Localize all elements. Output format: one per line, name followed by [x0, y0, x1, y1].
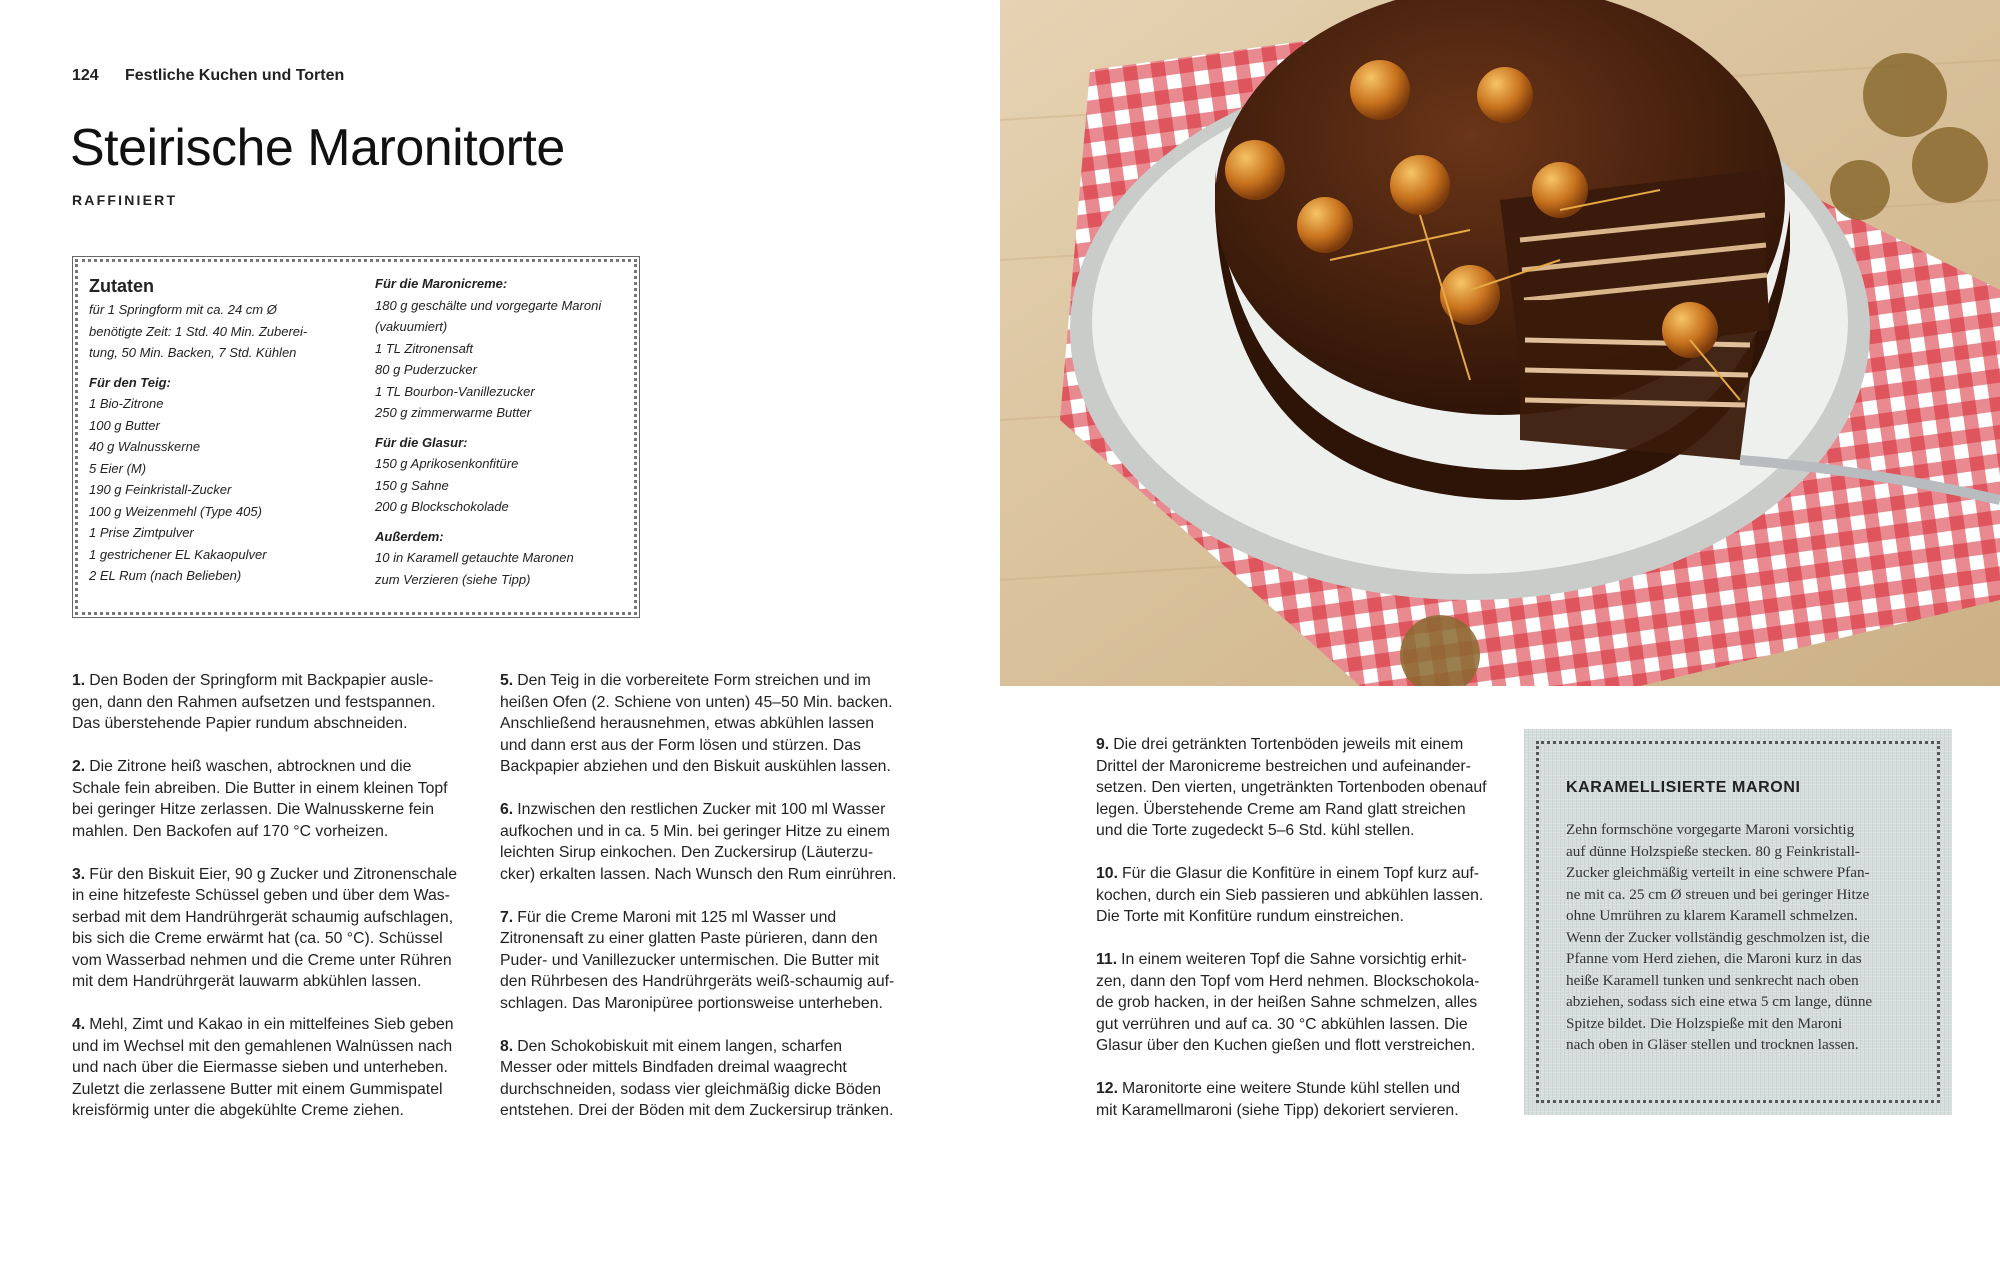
step-text: Den Teig in die vorbereitete Form streichen und im heißen Ofen (2. Schiene von unten) 45–50 Min. backen. Anschließend herausnehmen, etwas abkühlen lassen und dann erst aus der Form lösen und stürzen. Das Backpapier abziehen und den Biskuit auskühlen lassen. — [500, 672, 893, 775]
step-number: 4. — [72, 1016, 86, 1033]
ingredient-item: 1 Bio-Zitrone — [89, 396, 164, 411]
ingredient-item: 1 Prise Zimtpulver — [89, 525, 194, 540]
step-text: Maronitorte eine weitere Stunde kühl stellen und mit Karamellmaroni (siehe Tipp) dekoriert servieren. — [1096, 1080, 1461, 1119]
ingredient-group-heading: Außerdem: — [375, 528, 444, 544]
tip-box — [1524, 729, 1952, 1115]
ingredient-item: 150 g Aprikosenkonfitüre — [375, 456, 519, 471]
step-number: 1. — [72, 672, 86, 689]
ingredient-item: 190 g Feinkristall-Zucker — [89, 482, 232, 497]
recipe-step — [1096, 863, 1506, 928]
recipe-step — [1096, 949, 1506, 1057]
step-text: Für den Biskuit Eier, 90 g Zucker und Zitronenschale in eine hitzefeste Schüssel geben und über dem Was- serbad mit dem Handrührgerät schaumig aufschlagen, bis sich die Creme erwärmt hat (ca. 50 °C). Schüssel vom Wasserbad nehmen und die Creme unter Rühren mit dem Handrührgerät lauwarm abkühlen lassen. — [72, 865, 458, 990]
ingredient-item: 5 Eier (M) — [89, 460, 147, 476]
recipe-step — [1096, 1078, 1506, 1121]
tip-title: KARAMELLISIERTE MARONI — [1566, 779, 1801, 796]
ingredient-item: (vakuumiert) — [375, 319, 448, 334]
tip-text: Zehn formschöne vorgegarte Maroni vorsichtig auf dünne Holzspieße stecken. 80 g Feinkristall- Zucker gleichmäßig verteilt in eine schwere Pfan- ne mit ca. 25 cm Ø streuen und bei geringer Hitze ohne Umrühren zu klarem Karamell schmelzen. Wenn der Zucker vollständig geschmolzen ist, die Pfanne vom Herd ziehen, die Maroni kurz in das heiße Karamell tunken und senkrecht nach oben abziehen, sodass sich eine etwa 5 cm lange, dünne Spitze bildet. Die Holzspieße mit den Maroni nach oben in Gläser stellen und trocknen lassen. — [1566, 821, 1873, 1053]
ingredient-item: 150 g Sahne — [375, 477, 449, 493]
recipe-step — [500, 907, 910, 1015]
ingredient-item: 200 g Blockschokolade — [375, 499, 509, 514]
ingredient-item: 1 TL Zitronensaft — [375, 340, 474, 356]
ingredient-item: 80 g Puderzucker — [375, 362, 477, 377]
step-number: 11. — [1096, 951, 1118, 968]
recipe-step — [500, 799, 910, 885]
ingredient-item: 40 g Walnusskerne — [89, 439, 201, 454]
ingredients-meta: tung, 50 Min. Backen, 7 Std. Kühlen — [89, 345, 297, 360]
step-text: Inzwischen den restlichen Zucker mit 100 ml Wasser aufkochen und in ca. 5 Min. bei geringer Hitze zu einem leichten Sirup einkochen. Den Zuckersirup (Läuterzu- cker) erkalten lassen. Nach Wunsch den Rum einrühren. — [500, 801, 897, 883]
step-number: 7. — [500, 908, 514, 926]
recipe-step — [72, 670, 472, 735]
step-number: 10. — [1096, 865, 1118, 882]
steps-column-2 — [500, 670, 910, 1143]
page-number: 124 — [72, 67, 99, 84]
step-number: 5. — [500, 672, 514, 689]
step-number: 9. — [1096, 736, 1110, 753]
recipe-step — [1096, 734, 1506, 842]
ingredient-item: 250 g zimmerwarme Butter — [375, 405, 532, 420]
step-text: Den Boden der Springform mit Backpapier ausle- gen, dann den Rahmen aufsetzen und festspannen. Das überstehende Papier rundum abschneiden. — [72, 672, 436, 732]
ingredient-item: 10 in Karamell getauchte Maronen — [375, 550, 574, 565]
step-text: In einem weiteren Topf die Sahne vorsichtig erhit- zen, dann den Topf vom Herd nehmen. Blockschokola- de grob hacken, in der heißen Sahne schmelzen, alles gut verrühren und auf ca. 30 °C abkühlen lassen. Die Glasur über den Kuchen gießen und flott verstreichen. — [1096, 951, 1480, 1054]
steps-column-3 — [1096, 734, 1506, 1143]
ingredient-group-heading: Für die Maronicreme: — [375, 276, 508, 291]
recipe-step — [72, 1014, 472, 1122]
recipe-step — [500, 1036, 910, 1122]
recipe-title: Steirische Maronitorte — [70, 119, 565, 177]
ingredient-group-heading: Für die Glasur: — [375, 434, 468, 450]
step-text: Für die Glasur die Konfitüre in einem Topf kurz auf- kochen, durch ein Sieb passieren und abkühlen lassen. Die Torte mit Konfitüre rundum einstreichen. — [1096, 865, 1484, 925]
step-number: 8. — [500, 1037, 514, 1055]
step-text: Die Zitrone heiß waschen, abtrocknen und die Schale fein abreiben. Die Butter in einem kleinen Topf bei geringer Hitze zerlassen. Die Walnusskerne fein mahlen. Den Backofen auf 170 °C vorheizen. — [72, 758, 448, 840]
cake-photo — [1000, 0, 2000, 686]
ingredients-column-left — [89, 273, 359, 587]
ingredient-item: 2 EL Rum (nach Belieben) — [89, 568, 242, 583]
ingredients-meta: benötigte Zeit: 1 Std. 40 Min. Zuberei- — [89, 323, 308, 339]
step-number: 2. — [72, 758, 86, 775]
ingredient-item: 100 g Weizenmehl (Type 405) — [89, 503, 262, 519]
ingredient-group-heading: Für den Teig: — [89, 374, 171, 390]
steps-column-1 — [72, 670, 472, 1143]
recipe-category: RAFFINIERT — [72, 192, 178, 208]
ingredients-box — [72, 256, 640, 618]
ingredient-item: 1 gestrichener EL Kakaopulver — [89, 546, 267, 562]
step-number: 3. — [72, 865, 86, 883]
ingredient-item: 180 g geschälte und vorgegarte Maroni — [375, 297, 602, 313]
ingredient-item: zum Verzieren (siehe Tipp) — [375, 571, 531, 587]
section-title: Festliche Kuchen und Torten — [125, 67, 345, 84]
ingredient-item: 100 g Butter — [89, 417, 160, 433]
ingredient-item: 1 TL Bourbon-Vanillezucker — [375, 383, 535, 399]
step-number: 6. — [500, 801, 514, 818]
step-text: Für die Creme Maroni mit 125 ml Wasser und Zitronensaft zu einer glatten Paste pürieren, dann den Puder- und Vanillezucker untermischen. Die Butter mit den Rührbesen des Handrührgeräts weiß-schaumig auf- schlagen. Das Maronipüree portionsweise unterheben. — [500, 908, 895, 1012]
step-number: 12. — [1096, 1080, 1118, 1097]
ingredients-column-right — [375, 273, 635, 590]
step-text: Den Schokobiskuit mit einem langen, scharfen Messer oder mittels Bindfaden dreimal waagrecht durchschneiden, sodass vier gleichmäßig dicke Böden entstehen. Drei der Böden mit dem Zuckersirup tränken. — [500, 1037, 894, 1119]
step-text: Die drei getränkten Tortenböden jeweils mit einem Drittel der Maronicreme bestreichen und aufeinander- setzen. Den vierten, ungetränkten Tortenboden obenauf legen. Überstehende Creme am Rand glatt streichen und die Torte zugedeckt 5–6 Std. kühl stellen. — [1096, 736, 1487, 839]
recipe-step — [500, 670, 910, 778]
ingredients-title: Zutaten — [89, 276, 154, 296]
recipe-step — [72, 756, 472, 842]
step-text: Mehl, Zimt und Kakao in ein mittelfeines Sieb geben und im Wechsel mit den gemahlenen Walnüssen nach und nach über die Eiermasse sieben und unterheben. Zuletzt die zerlassene Butter mit einem Gummispatel kreisförmig unter die abgekühlte Creme ziehen. — [72, 1016, 454, 1119]
ingredients-meta: für 1 Springform mit ca. 24 cm Ø — [89, 302, 277, 317]
recipe-step — [72, 864, 472, 993]
